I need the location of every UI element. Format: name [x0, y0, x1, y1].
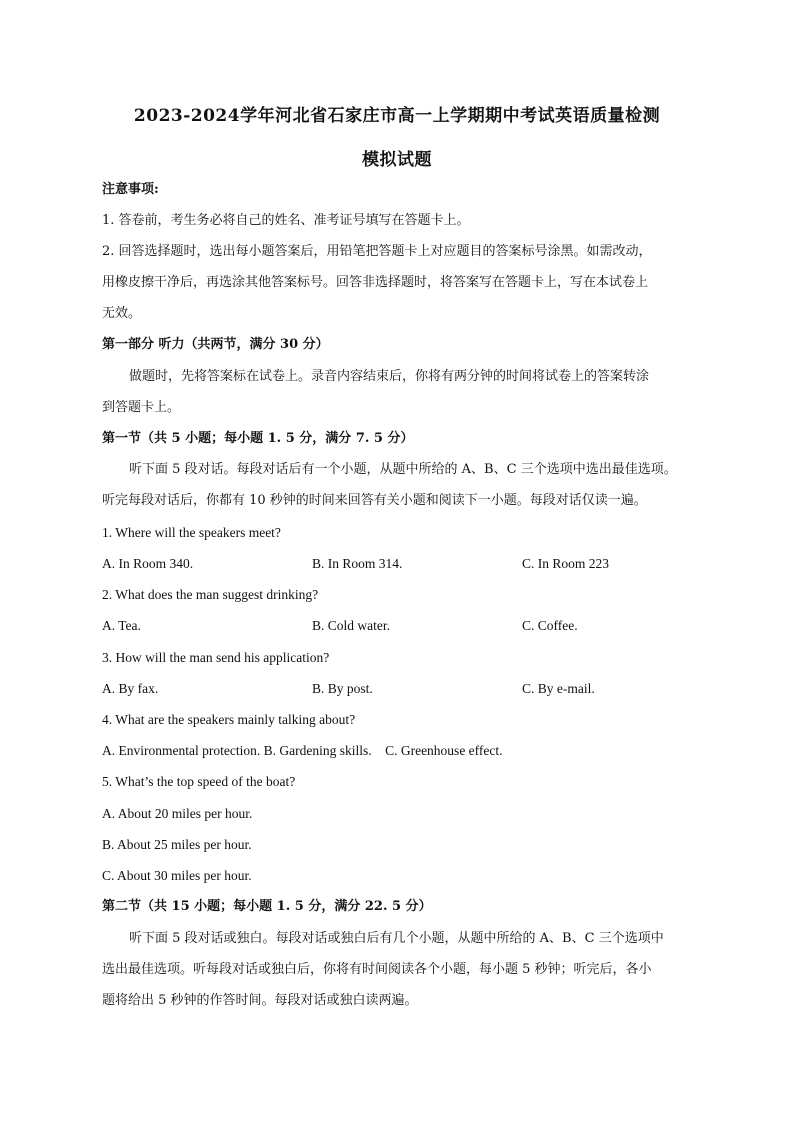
part1-instruction-line-2: 到答题卡上。: [102, 400, 181, 415]
question-1: 1. Where will the speakers meet?: [102, 525, 281, 540]
section2-instruction-line-2: 选出最佳选项。听每段对话或独白后，你将有时间阅读各个小题，每小题 5 秒钟；听完后，各小: [102, 962, 652, 977]
question-5: 5. What’s the top speed of the boat?: [102, 774, 296, 789]
question-1-option-a: A. In Room 340.: [102, 556, 194, 571]
question-2-option-b: B. Cold water.: [312, 618, 390, 633]
question-1-option-b: B. In Room 314.: [312, 556, 403, 571]
question-2: 2. What does the man suggest drinking?: [102, 587, 319, 602]
section2-instruction-line-1: 听下面 5 段对话或独白。每段对话或独白后有几个小题，从题中所给的 A、B、C 三个选项中: [129, 931, 664, 946]
exam-title: 2023-2024学年河北省石家庄市高一上学期期中考试英语质量检测: [133, 106, 661, 126]
question-5-option-a: A. About 20 miles per hour.: [102, 806, 253, 821]
section2-instruction-line-3: 题将给出 5 秒钟的作答时间。每段对话或独白读两遍。: [102, 993, 418, 1008]
section1-instruction-line-1: 听下面 5 段对话。每段对话后有一个小题，从题中所给的 A、B、C 三个选项中选出最佳选项。: [129, 462, 677, 477]
part1-instruction-line-1: 做题时，先将答案标在试卷上。录音内容结束后，你将有两分钟的时间将试卷上的答案转涂: [129, 369, 650, 384]
exam-subtitle: 模拟试题: [362, 150, 432, 170]
section2-heading: 第二节（共 15 小题；每小题 1. 5 分，满分 22. 5 分）: [102, 899, 432, 914]
question-4: 4. What are the speakers mainly talking about?: [102, 712, 356, 727]
question-3-option-b: B. By post.: [312, 681, 373, 696]
question-3: 3. How will the man send his application?: [102, 650, 330, 665]
notice-item-2-line-1: 2. 回答选择题时，选出每小题答案后，用铅笔把答题卡上对应题目的答案标号涂黑。如需改动，: [102, 244, 652, 259]
question-5-option-c: C. About 30 miles per hour.: [102, 868, 252, 883]
question-3-option-c: C. By e-mail.: [522, 681, 595, 696]
question-1-option-c: C. In Room 223: [522, 556, 610, 571]
notice-item-2-line-3: 无效。: [102, 306, 142, 321]
question-2-option-c: C. Coffee.: [522, 618, 578, 633]
question-5-option-b: B. About 25 miles per hour.: [102, 837, 252, 852]
notice-heading: 注意事项:: [102, 182, 159, 197]
notice-item-1: 1. 答卷前，考生务必将自己的姓名、准考证号填写在答题卡上。: [102, 213, 470, 228]
question-4-options: A. Environmental protection. B. Gardening skills. C. Greenhouse effect.: [102, 743, 503, 758]
question-2-option-a: A. Tea.: [102, 618, 141, 633]
part1-heading: 第一部分 听力（共两节，满分 30 分）: [102, 337, 329, 352]
section1-instruction-line-2: 听完每段对话后，你都有 10 秒钟的时间来回答有关小题和阅读下一小题。每段对话仅读一遍。: [102, 493, 647, 508]
section1-heading: 第一节（共 5 小题；每小题 1. 5 分，满分 7. 5 分）: [102, 431, 414, 446]
notice-item-2-line-2: 用橡皮擦干净后，再选涂其他答案标号。回答非选择题时，将答案写在答题卡上，写在本试卷上: [102, 275, 649, 290]
question-3-option-a: A. By fax.: [102, 681, 159, 696]
